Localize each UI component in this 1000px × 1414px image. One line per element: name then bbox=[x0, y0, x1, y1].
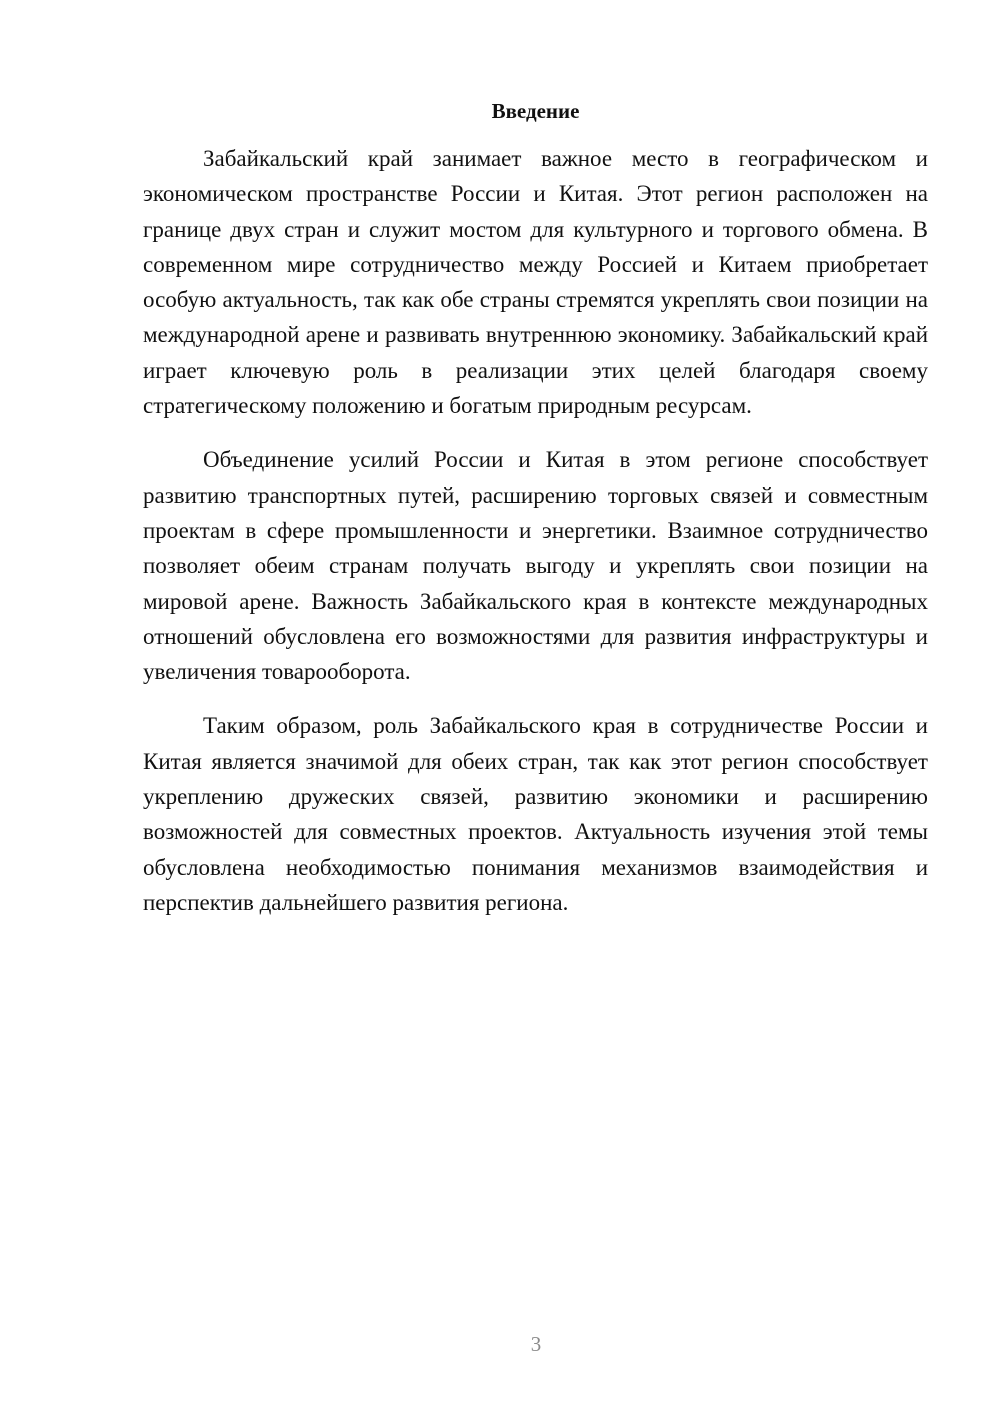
document-body bbox=[143, 95, 928, 939]
page-number: 3 bbox=[530, 1332, 542, 1356]
section-heading: Введение bbox=[491, 99, 580, 123]
paragraph-2: Объединение усилий России и Китая в этом регионе способствует развитию транспортных путей, расширению торговых связей и совместным проектам в сфере промышленности и энергетики. Взаимное сотрудничество позволяет обеим странам получать выгоду и укреплять свои позиции на мировой арене. Важность Забайкальского края в контексте международных отношений обусловлена его возможностями для развития инфраструктуры и увеличения товарооборота. bbox=[143, 447, 928, 685]
paragraph-1: Забайкальский край занимает важное место в географическом и экономическом пространстве России и Китая. Этот регион расположен на границе двух стран и служит мостом для культурного и торгового обмена. В современном мире сотрудничество между Россией и Китаем приобретает особую актуальность, так как обе страны стремятся укреплять свои позиции на международной арене и развивать внутреннюю экономику. Забайкальский край играет ключевую роль в реализации этих целей благодаря своему стратегическому положению и богатым природным ресурсам. bbox=[143, 146, 928, 419]
paragraph-3: Таким образом, роль Забайкальского края в сотрудничестве России и Китая является значимой для обеих стран, так как этот регион способствует укреплению дружеских связей, развитию экономики и расширению возможностей для совместных проектов. Актуальность изучения этой темы обусловлена необходимостью понимания механизмов взаимодействия и перспектив дальнейшего развития региона. bbox=[143, 713, 928, 915]
